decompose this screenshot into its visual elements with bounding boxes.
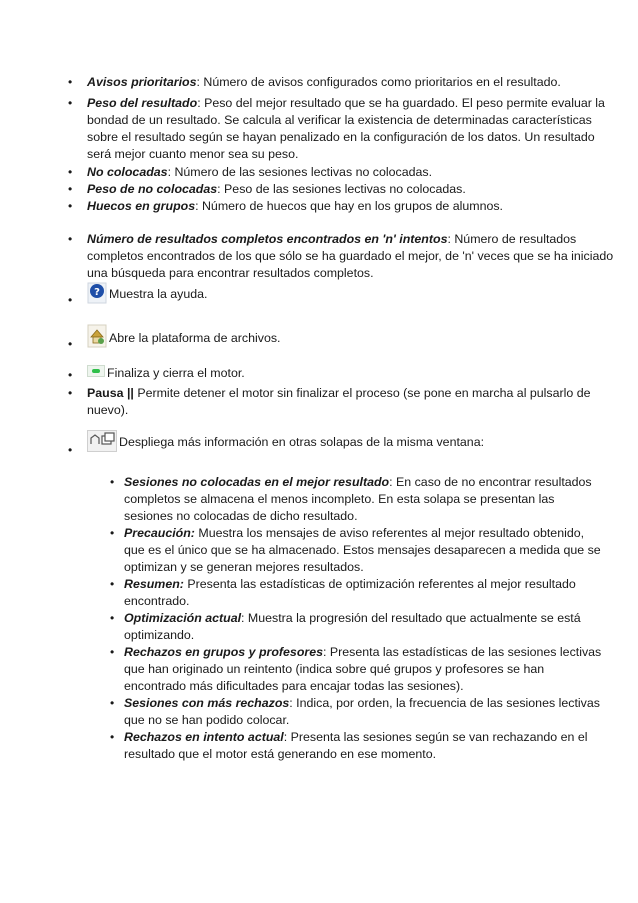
description: : Presenta las sesiones según se van rechazando en el resultado que el motor está generando en ese momento. xyxy=(124,730,588,761)
help-icon xyxy=(87,282,107,309)
term: Pausa || xyxy=(87,386,134,400)
bullet: • xyxy=(68,96,73,110)
finalize-icon xyxy=(87,365,105,382)
bullet: • xyxy=(68,165,73,179)
description: Presenta las estadísticas de optimización referentes al mejor resultado encontrado. xyxy=(124,577,576,608)
help-description: Muestra la ayuda. xyxy=(109,287,208,301)
term: Resumen: xyxy=(124,577,184,591)
description: : Número de avisos configurados como prioritarios en el resultado. xyxy=(196,75,561,89)
description: Permite detener el motor sin finalizar el proceso (se pone en marcha al pulsarlo de nuevo). xyxy=(87,386,591,417)
svg-text:?: ? xyxy=(94,287,100,298)
description: : Indica, por orden, la frecuencia de las sesiones lectivas que no se han podido colocar. xyxy=(124,696,600,727)
bullet: • xyxy=(68,293,73,307)
description: : Presenta las estadísticas de las sesiones lectivas que han originado un reintento (indica sobre qué grupos y profesores se han encontrado más dificultades para encajar todas las sesiones). xyxy=(124,645,602,693)
term: Avisos prioritarios xyxy=(87,75,197,89)
term: Sesiones no colocadas en el mejor resultado xyxy=(124,475,390,489)
description: Muestra los mensajes de aviso referentes al mejor resultado obtenido, que es el único que se ha almacenado. Estos mensajes desaparecen a medida que se optimizan y se generan mejores resultados. xyxy=(124,526,601,574)
term: Peso del resultado xyxy=(87,96,198,110)
bullet: • xyxy=(110,730,115,744)
description: : Número de las sesiones lectivas no colocadas. xyxy=(167,165,433,179)
bullet: • xyxy=(68,232,73,246)
term: Precaución: xyxy=(124,526,195,540)
bullet: • xyxy=(68,182,73,196)
files-platform-icon xyxy=(87,324,107,353)
more-info-description: Despliega más información en otras solapas de la misma ventana: xyxy=(119,435,485,449)
bullet: • xyxy=(68,386,73,400)
description: : Peso del mejor resultado que se ha guardado. El peso permite evaluar la bondad de un resultado. Se calcula al verificar la existencia de determinadas características sobre el resultado según se hayan penalizado en la configuración de los datos. Un resultado será mejor cuanto menor sea su peso. xyxy=(87,96,605,161)
term: Huecos en grupos xyxy=(87,199,196,213)
term: No colocadas xyxy=(87,165,168,179)
bullet: • xyxy=(110,611,115,625)
description: : En caso de no encontrar resultados completos se almacena el menos incompleto. En esta solapa se presentan las sesiones no colocadas de dicho resultado. xyxy=(124,475,592,523)
term: Optimización actual xyxy=(124,611,242,625)
bullet: • xyxy=(68,443,73,457)
bullet: • xyxy=(110,577,115,591)
bullet: • xyxy=(110,696,115,710)
description: : Número de huecos que hay en los grupos de alumnos. xyxy=(195,199,503,213)
bullet: • xyxy=(110,526,115,540)
bullet: • xyxy=(68,75,73,89)
finalize-description: Finaliza y cierra el motor. xyxy=(107,366,245,380)
bullet: • xyxy=(110,645,115,659)
windows-icon xyxy=(87,430,117,457)
term: Rechazos en intento actual xyxy=(124,730,284,744)
files-platform-description: Abre la plataforma de archivos. xyxy=(109,331,281,345)
description: : Peso de las sesiones lectivas no colocadas. xyxy=(217,182,466,196)
bullet: • xyxy=(68,337,73,351)
description: : Muestra la progresión del resultado que actualmente se está optimizando. xyxy=(124,611,581,642)
bullet: • xyxy=(110,475,115,489)
term: Rechazos en grupos y profesores xyxy=(124,645,323,659)
description: : Número de resultados completos encontrados de los que sólo se ha guardado el mejor, de 'n' veces que se ha iniciado una búsqueda para encontrar resultados completos. xyxy=(87,232,614,280)
term: Número de resultados completos encontrados en 'n' intentos xyxy=(87,232,448,246)
term: Sesiones con más rechazos xyxy=(124,696,290,710)
term: Peso de no colocadas xyxy=(87,182,218,196)
bullet: • xyxy=(68,199,73,213)
bullet: • xyxy=(68,368,73,382)
